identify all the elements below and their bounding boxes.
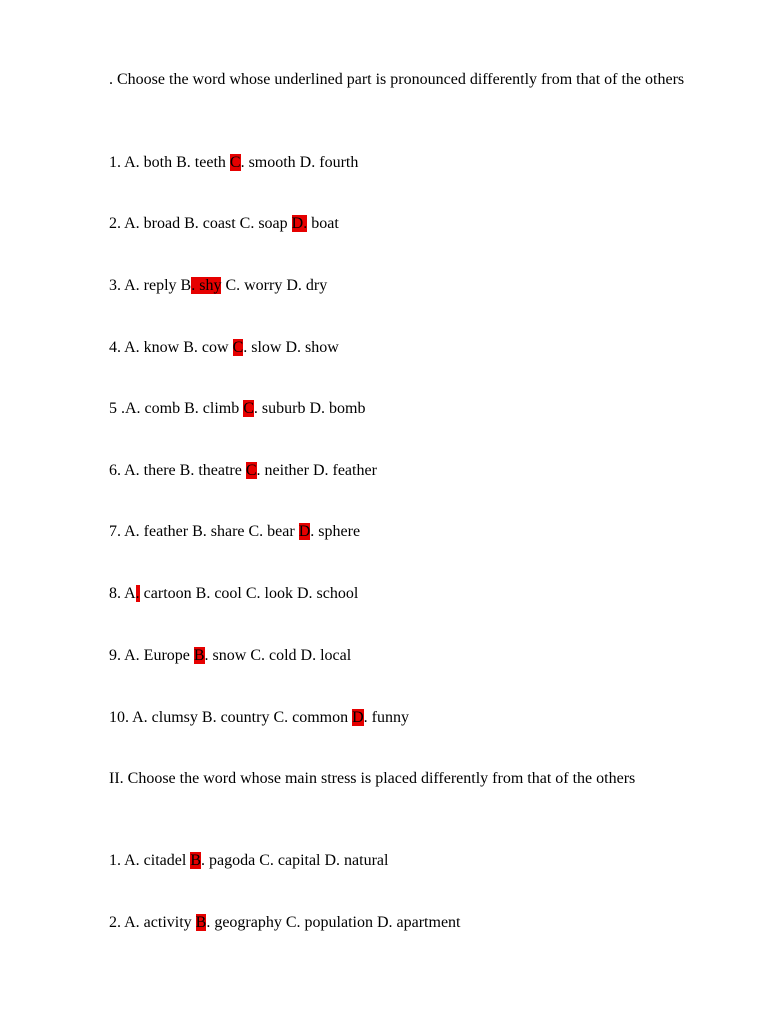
answer-highlight: D.: [291, 215, 308, 232]
question-text: cartoon B. cool C. look D. school: [139, 585, 359, 602]
question-text: . smooth D. fourth: [240, 154, 359, 171]
question-1-9: [109, 645, 698, 666]
answer-highlight: D: [298, 523, 311, 540]
question-1-7: [109, 521, 698, 542]
answer-highlight: C: [232, 339, 244, 356]
answer-highlight: . shy: [191, 277, 222, 294]
question-text: . suburb D. bomb: [253, 400, 366, 417]
question-1-8: [109, 583, 698, 604]
question-1-10: [109, 707, 698, 728]
question-text: C. worry D. dry: [221, 277, 328, 294]
question-text: 4. A. know B. cow: [109, 339, 233, 356]
question-text: . neither D. feather: [256, 462, 377, 479]
question-1-6: [109, 460, 698, 481]
question-1-3: [109, 275, 698, 296]
answer-highlight: .: [135, 585, 140, 602]
question-1-5: [109, 398, 698, 419]
question-2-2: [109, 912, 698, 933]
question-text: 5 .A. comb B. climb: [109, 400, 244, 417]
answer-highlight: B: [195, 914, 207, 931]
question-text: . sphere: [310, 523, 361, 540]
question-text: 7. A. feather B. share C. bear: [109, 523, 299, 540]
question-text: . pagoda C. capital D. natural: [200, 852, 389, 869]
question-text: . geography C. population D. apartment: [206, 914, 461, 931]
answer-highlight: B: [190, 852, 201, 869]
question-text: . slow D. show: [243, 339, 339, 356]
question-text: 10. A. clumsy B. country C. common: [109, 709, 353, 726]
question-2-1: [109, 850, 698, 871]
answer-highlight: D: [352, 709, 364, 726]
question-text: boat: [307, 215, 339, 232]
question-text: 9. A. Europe: [109, 647, 194, 664]
answer-highlight: C: [245, 462, 257, 479]
question-text: . snow C. cold D. local: [204, 647, 352, 664]
question-text: 2. A. broad B. coast C. soap: [109, 215, 292, 232]
question-1-2: [109, 213, 698, 234]
question-text: 2. A. activity: [109, 914, 196, 931]
question-text: 8. A: [109, 585, 136, 602]
question-1-4: [109, 337, 698, 358]
section-1-heading: . Choose the word whose underlined part is pronounced differently from that of the others: [109, 71, 685, 88]
question-text: 6. A. there B. theatre: [109, 462, 246, 479]
question-1-1: [109, 152, 698, 173]
question-text: 1. A. both B. teeth: [109, 154, 230, 171]
answer-highlight: C: [229, 154, 241, 171]
answer-highlight: C: [243, 400, 254, 417]
section-2-heading: II. Choose the word whose main stress is placed differently from that of the others: [109, 770, 636, 787]
answer-highlight: B: [193, 647, 205, 664]
question-text: 1. A. citadel: [109, 852, 191, 869]
question-text: 3. A. reply B: [109, 277, 192, 294]
question-text: . funny: [363, 709, 409, 726]
